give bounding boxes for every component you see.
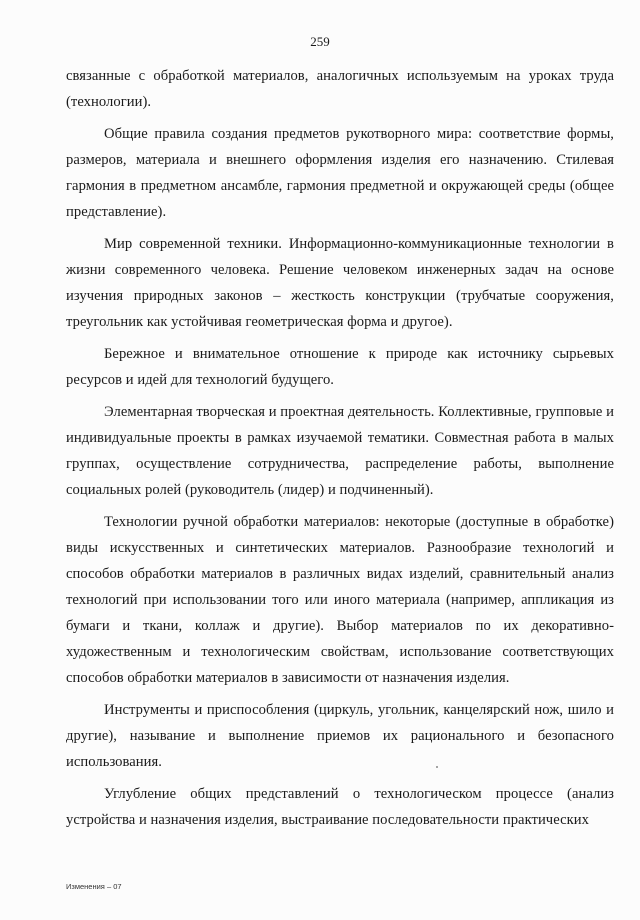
- paragraph-technological-process: Углубление общих представлений о технологическом процессе (анализ устройства и назначения изделия, выстраивание последовательности практических: [66, 786, 614, 828]
- paragraph-tools: Инструменты и приспособления (циркуль, угольник, канцелярский нож, шило и другие), называние и выполнение приемов их рационального и безопасного использования.: [66, 702, 614, 770]
- paragraph-nature-care: Бережное и внимательное отношение к природе как источнику сырьевых ресурсов и идей для технологий будущего.: [66, 346, 614, 388]
- paragraph-general-rules: Общие правила создания предметов рукотворного мира: соответствие формы, размеров, материала и внешнего оформления изделия его назначению. Стилевая гармония в предметном ансамбле, гармония предметной и окружающей среды (общее представление).: [66, 126, 614, 220]
- footer-revision-note: Изменения – 07: [66, 882, 122, 891]
- paragraph-modern-technology: Мир современной техники. Информационно-коммуникационные технологии в жизни современного человека. Решение человеком инженерных задач на основе изучения природных законов – жесткость конструкции (трубчатые сооружения, треугольник как устойчивая геометрическая форма и другое).: [66, 236, 614, 330]
- page-number: 259: [310, 34, 330, 49]
- paragraph-manual-processing: Технологии ручной обработки материалов: некоторые (доступные в обработке) виды искусственных и синтетических материалов. Разнообразие технологий и способов обработки материалов в различных видах изделий, сравнительный анализ технологий при использовании того или иного материала (например, аппликация из бумаги и ткани, коллаж и другие). Выбор материалов по их декоративно-художественным и технологическим свойствам, использование соответствующих способов обработки материалов в зависимости от назначения изделия.: [66, 514, 614, 686]
- paragraph-project-activity: Элементарная творческая и проектная деятельность. Коллективные, групповые и индивидуальные проекты в рамках изучаемой тематики. Совместная работа в малых группах, осуществление сотрудничества, распределение работы, выполнение социальных ролей (руководитель (лидер) и подчиненный).: [66, 404, 614, 498]
- document-body: [66, 63, 614, 833]
- scan-speck: [436, 766, 438, 768]
- paragraph-continuation: связанные с обработкой материалов, аналогичных используемым на уроках труда (технологии).: [66, 68, 614, 110]
